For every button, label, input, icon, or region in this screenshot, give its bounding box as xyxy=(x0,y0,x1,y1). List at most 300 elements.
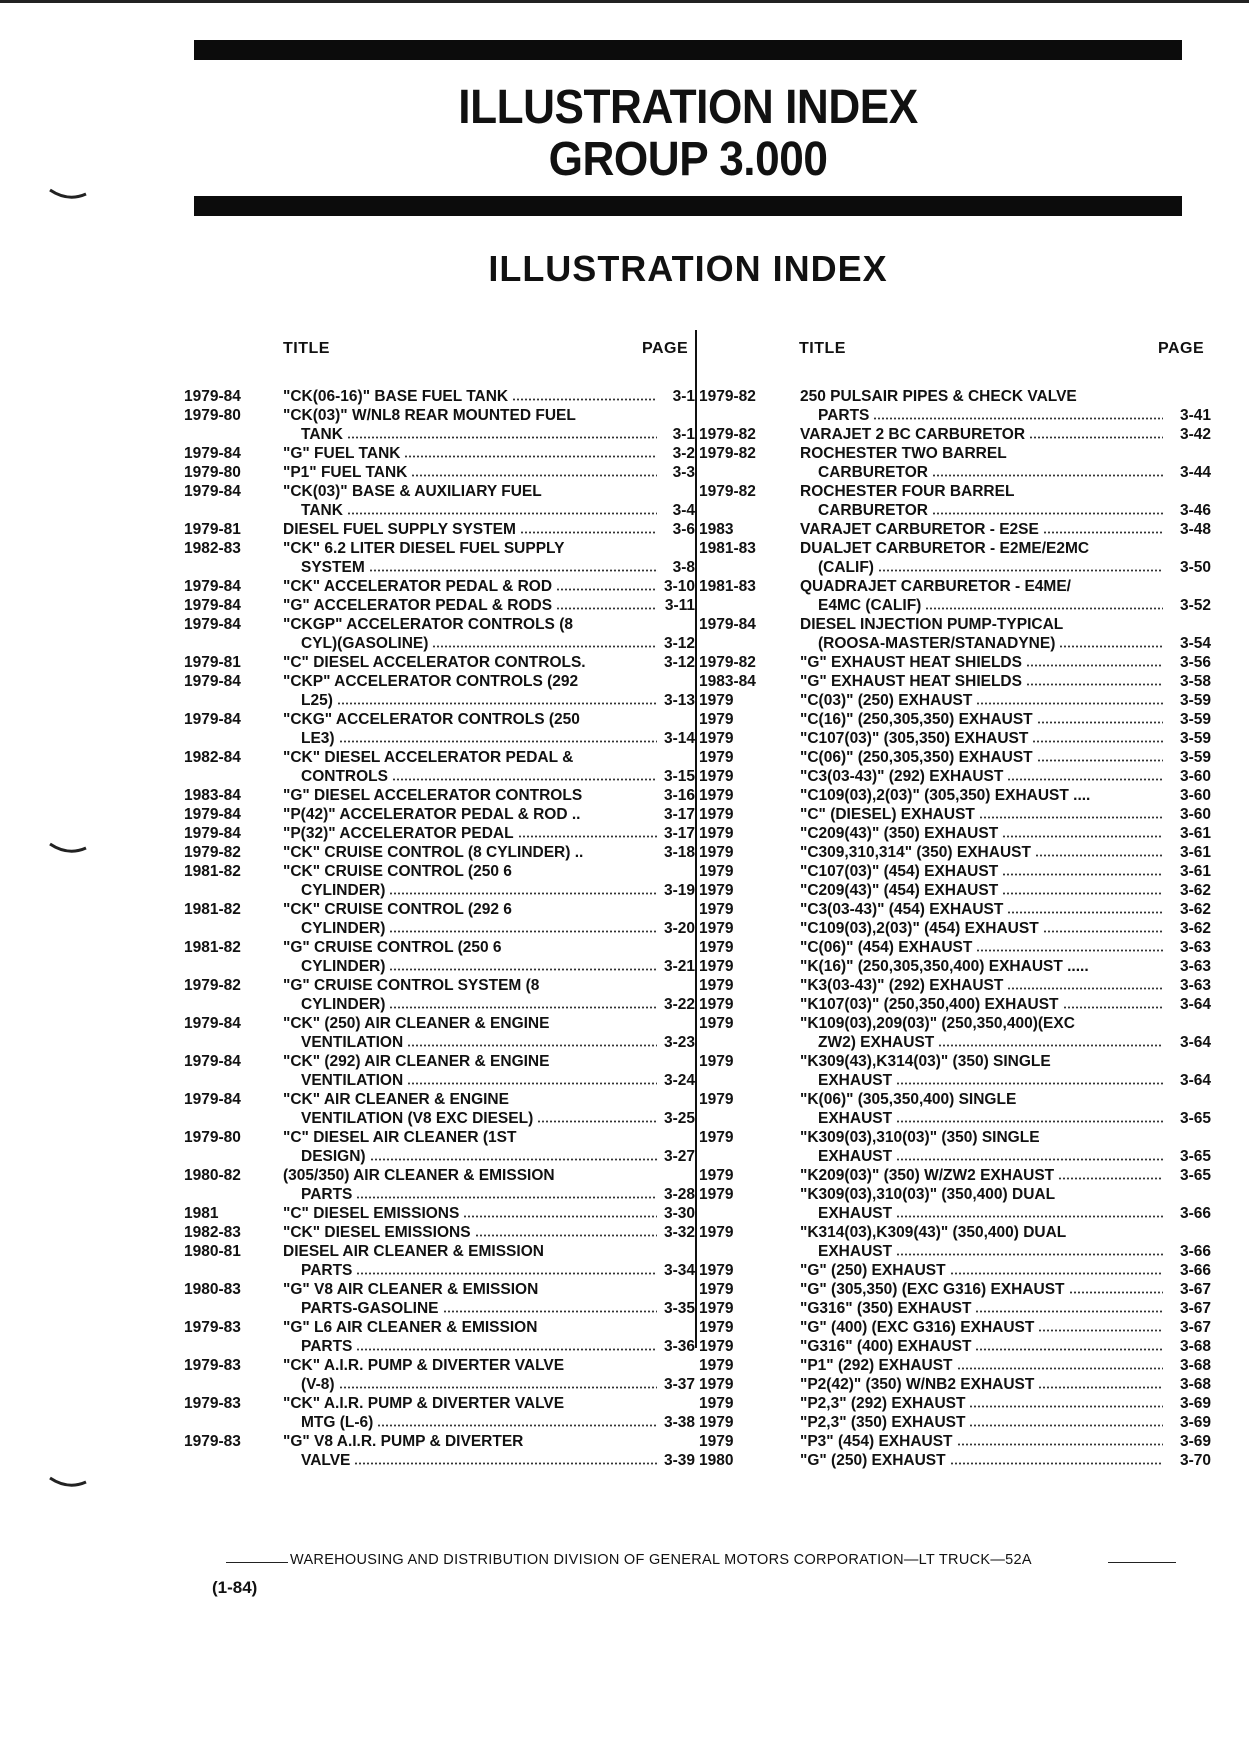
entry-page-number: 3-68 xyxy=(1179,1376,1211,1393)
entry-page-number: 3-59 xyxy=(1179,711,1211,728)
entry-year: 1979 xyxy=(699,863,734,880)
entry-title-line: CYL)(GASOLINE) xyxy=(301,635,429,652)
entry-title-line: "G" EXHAUST HEAT SHIELDS xyxy=(800,654,1022,671)
index-entry xyxy=(697,938,1211,957)
footer-rule-left xyxy=(226,1562,288,1563)
entry-title-line: "G316" (400) EXHAUST xyxy=(800,1338,972,1355)
binder-hole-mark-icon xyxy=(48,188,88,202)
entry-page-number: 3-14 xyxy=(663,730,695,747)
entry-title-line: "CK" AIR CLEANER & ENGINE xyxy=(283,1091,509,1108)
dot-leader xyxy=(1035,854,1163,857)
binder-hole-mark-icon xyxy=(48,1476,88,1490)
index-entry xyxy=(184,1204,695,1223)
index-entry xyxy=(697,786,1211,805)
dot-leader xyxy=(377,1424,657,1427)
entry-title-line: VALVE xyxy=(301,1452,351,1469)
entry-year: 1981-83 xyxy=(699,540,756,557)
entry-page-number: 3-64 xyxy=(1179,1072,1211,1089)
index-entry xyxy=(184,520,695,539)
index-entry xyxy=(697,1261,1211,1280)
entry-title-line: "CKG" ACCELERATOR CONTROLS (250 xyxy=(283,711,580,728)
entry-page-number: 3-59 xyxy=(1179,730,1211,747)
entry-title-line: "K309(03),310(03)" (350,400) DUAL xyxy=(800,1186,1056,1203)
entry-year: 1979-84 xyxy=(184,825,241,842)
index-entry xyxy=(697,1413,1211,1432)
entry-year: 1979 xyxy=(699,996,734,1013)
entry-title-line: PARTS xyxy=(818,407,870,424)
entry-page-number: 3-17 xyxy=(663,806,695,823)
index-entry xyxy=(184,1014,695,1052)
entry-year: 1981-82 xyxy=(184,939,241,956)
dot-leader xyxy=(1029,436,1163,439)
entry-title-line: "C107(03)" (454) EXHAUST xyxy=(800,863,999,880)
footer-rule-right xyxy=(1108,1562,1176,1563)
entry-page-number: 3-69 xyxy=(1179,1414,1211,1431)
entry-page-number: 3-19 xyxy=(663,882,695,899)
index-entry xyxy=(697,862,1211,881)
dot-leader xyxy=(537,1120,657,1123)
entry-title-line: EXHAUST xyxy=(818,1072,893,1089)
entry-year: 1979-82 xyxy=(699,445,756,462)
entry-title-line: (305/350) AIR CLEANER & EMISSION xyxy=(283,1167,555,1184)
entry-title-line: "G" DIESEL ACCELERATOR CONTROLS xyxy=(283,787,583,804)
entry-year: 1979 xyxy=(699,1395,734,1412)
entry-title-line: "C(06)" (250,305,350) EXHAUST xyxy=(800,749,1033,766)
entry-year: 1979 xyxy=(699,749,734,766)
dot-leader xyxy=(976,702,1163,705)
dot-leader xyxy=(518,835,657,838)
entry-title-line: DUALJET CARBURETOR - E2ME/E2MC xyxy=(800,540,1090,557)
entry-title-line: EXHAUST xyxy=(818,1243,893,1260)
entry-title-line: "C309,310,314" (350) EXHAUST xyxy=(800,844,1031,861)
entry-year: 1979 xyxy=(699,825,734,842)
entry-title-line: "C" DIESEL ACCELERATOR CONTROLS. xyxy=(283,654,586,671)
dot-leader xyxy=(389,930,657,933)
entry-year: 1979-84 xyxy=(184,388,241,405)
dot-leader xyxy=(475,1234,657,1237)
index-entry xyxy=(697,1432,1211,1451)
entry-year: 1979 xyxy=(699,768,734,785)
entry-page-number: 3-10 xyxy=(663,578,695,595)
entry-page-number: 3-24 xyxy=(663,1072,695,1089)
entry-year: 1979-84 xyxy=(184,711,241,728)
page-top-edge-line xyxy=(0,0,1249,3)
entry-title-line: PARTS xyxy=(301,1262,353,1279)
entry-year: 1979-84 xyxy=(184,616,241,633)
index-entry xyxy=(184,1223,695,1242)
entry-title-line: TANK xyxy=(301,426,343,443)
entry-page-number: 3-18 xyxy=(663,844,695,861)
dot-leader xyxy=(370,1158,657,1161)
dot-leader xyxy=(1059,645,1163,648)
entry-page-number: 3-66 xyxy=(1179,1262,1211,1279)
entry-title-line: "K3(03-43)" (292) EXHAUST xyxy=(800,977,1004,994)
index-entry xyxy=(184,1242,695,1280)
entry-page-number: 3-54 xyxy=(1179,635,1211,652)
entry-year: 1979-82 xyxy=(699,388,756,405)
dot-leader xyxy=(1026,664,1163,667)
entry-page-number: 3-70 xyxy=(1179,1452,1211,1469)
index-entry xyxy=(697,482,1211,520)
index-entry xyxy=(184,387,695,406)
entry-page-number: 3-34 xyxy=(663,1262,695,1279)
entry-page-number: 3-65 xyxy=(1179,1148,1211,1165)
entry-title-line: "K314(03),K309(43)" (350,400) DUAL xyxy=(800,1224,1067,1241)
entry-year: 1979 xyxy=(699,1224,734,1241)
entry-page-number: 3-60 xyxy=(1179,768,1211,785)
entry-page-number: 3-65 xyxy=(1179,1167,1211,1184)
index-entry xyxy=(697,1223,1211,1261)
index-entry xyxy=(697,615,1211,653)
right-index-column xyxy=(697,387,1211,1470)
dot-leader xyxy=(1037,721,1163,724)
entry-year: 1979-80 xyxy=(184,464,241,481)
entry-title-line: E4MC (CALIF) xyxy=(818,597,922,614)
entry-page-number: 3-64 xyxy=(1179,1034,1211,1051)
entry-year: 1981-82 xyxy=(184,901,241,918)
entry-title-line: "G" (250) EXHAUST xyxy=(800,1262,946,1279)
entry-title-line: "P(42)" ACCELERATOR PEDAL & ROD .. xyxy=(283,806,581,823)
dot-leader xyxy=(975,1310,1163,1313)
page-title-line-1: ILLUSTRATION INDEX xyxy=(458,81,918,134)
index-entry xyxy=(184,805,695,824)
entry-year: 1979-80 xyxy=(184,407,241,424)
entry-page-number: 3-6 xyxy=(672,521,695,538)
dot-leader xyxy=(1058,1177,1163,1180)
entry-page-number: 3-52 xyxy=(1179,597,1211,614)
index-entry xyxy=(184,482,695,520)
index-entry xyxy=(184,1432,695,1470)
entry-page-number: 3-48 xyxy=(1179,521,1211,538)
index-entry xyxy=(184,539,695,577)
index-entry xyxy=(697,539,1211,577)
dot-leader xyxy=(979,816,1163,819)
entry-title-line: "G" CRUISE CONTROL (250 6 xyxy=(283,939,502,956)
entry-title-line: DIESEL FUEL SUPPLY SYSTEM xyxy=(283,521,516,538)
entry-page-number: 3-69 xyxy=(1179,1433,1211,1450)
entry-page-number: 3-56 xyxy=(1179,654,1211,671)
dot-leader xyxy=(356,1348,657,1351)
entry-year: 1979 xyxy=(699,1376,734,1393)
entry-title-line: "G" (250) EXHAUST xyxy=(800,1452,946,1469)
dot-leader xyxy=(1038,1386,1163,1389)
entry-page-number: 3-32 xyxy=(663,1224,695,1241)
entry-year: 1980-83 xyxy=(184,1281,241,1298)
index-entry xyxy=(697,824,1211,843)
entry-title-line: "K(06)" (305,350,400) SINGLE xyxy=(800,1091,1017,1108)
index-entry xyxy=(697,900,1211,919)
dot-leader xyxy=(339,740,657,743)
dot-leader xyxy=(1063,1006,1163,1009)
entry-page-number: 3-16 xyxy=(663,787,695,804)
entry-title-line: VENTILATION xyxy=(301,1072,404,1089)
entry-page-number: 3-67 xyxy=(1179,1281,1211,1298)
entry-title-line: VARAJET 2 BC CARBURETOR xyxy=(800,426,1026,443)
entry-title-line: "C209(43)" (454) EXHAUST xyxy=(800,882,999,899)
index-entry xyxy=(184,1128,695,1166)
entry-title-line: "C" DIESEL EMISSIONS xyxy=(283,1205,460,1222)
entry-year: 1979 xyxy=(699,1129,734,1146)
entry-page-number: 3-13 xyxy=(663,692,695,709)
index-entry xyxy=(184,710,695,748)
entry-page-number: 3-62 xyxy=(1179,882,1211,899)
dot-leader xyxy=(432,645,657,648)
entry-page-number: 3-1 xyxy=(672,426,695,443)
index-entry xyxy=(184,1052,695,1090)
entry-title-line: EXHAUST xyxy=(818,1205,893,1222)
entry-title-line: "K(16)" (250,305,350,400) EXHAUST ..... xyxy=(800,958,1089,975)
left-page-header: PAGE xyxy=(642,340,689,357)
index-entry xyxy=(697,1280,1211,1299)
dot-leader xyxy=(976,949,1163,952)
entry-page-number: 3-50 xyxy=(1179,559,1211,576)
entry-year: 1979-82 xyxy=(699,426,756,443)
entry-page-number: 3-8 xyxy=(672,559,695,576)
entry-year: 1981-83 xyxy=(699,578,756,595)
index-entry xyxy=(697,1299,1211,1318)
entry-page-number: 3-62 xyxy=(1179,901,1211,918)
dot-leader xyxy=(957,1443,1163,1446)
entry-page-number: 3-4 xyxy=(672,502,695,519)
entry-year: 1983-84 xyxy=(184,787,241,804)
entry-title-line: ROCHESTER TWO BARREL xyxy=(800,445,1007,462)
entry-page-number: 3-22 xyxy=(663,996,695,1013)
entry-page-number: 3-1 xyxy=(672,388,695,405)
entry-title-line: "C(16)" (250,305,350) EXHAUST xyxy=(800,711,1033,728)
entry-title-line: "C" DIESEL AIR CLEANER (1ST xyxy=(283,1129,517,1146)
dot-leader xyxy=(356,1272,657,1275)
entry-page-number: 3-35 xyxy=(663,1300,695,1317)
entry-title-line: "C3(03-43)" (292) EXHAUST xyxy=(800,768,1004,785)
entry-year: 1979 xyxy=(699,901,734,918)
entry-year: 1979-81 xyxy=(184,521,241,538)
entry-title-line: "CK" CRUISE CONTROL (250 6 xyxy=(283,863,512,880)
dot-leader xyxy=(873,417,1163,420)
dot-leader xyxy=(463,1215,657,1218)
index-entry xyxy=(184,1394,695,1432)
entry-year: 1979-84 xyxy=(184,1053,241,1070)
entry-title-line: (V-8) xyxy=(301,1376,335,1393)
entry-title-line: "K209(03)" (350) W/ZW2 EXHAUST xyxy=(800,1167,1055,1184)
entry-title-line: "P2,3" (350) EXHAUST xyxy=(800,1414,966,1431)
right-page-header: PAGE xyxy=(1158,340,1205,357)
left-title-header: TITLE xyxy=(283,340,330,357)
entry-year: 1979-83 xyxy=(184,1319,241,1336)
header-bottom-bar xyxy=(194,196,1182,216)
entry-year: 1979 xyxy=(699,1357,734,1374)
entry-title-line: "CK" A.I.R. PUMP & DIVERTER VALVE xyxy=(283,1357,565,1374)
dot-leader xyxy=(932,474,1163,477)
entry-year: 1979 xyxy=(699,711,734,728)
entry-page-number: 3-67 xyxy=(1179,1300,1211,1317)
index-entry xyxy=(184,900,695,938)
entry-title-line: EXHAUST xyxy=(818,1148,893,1165)
entry-title-line: DIESEL AIR CLEANER & EMISSION xyxy=(283,1243,544,1260)
entry-title-line: "G" V8 AIR CLEANER & EMISSION xyxy=(283,1281,539,1298)
entry-title-line: "CK(03)" W/NL8 REAR MOUNTED FUEL xyxy=(283,407,576,424)
index-entry xyxy=(697,1356,1211,1375)
entry-page-number: 3-3 xyxy=(672,464,695,481)
index-entry xyxy=(697,1090,1211,1128)
entry-year: 1979-82 xyxy=(699,654,756,671)
entry-year: 1979-84 xyxy=(184,483,241,500)
entry-page-number: 3-38 xyxy=(663,1414,695,1431)
index-entry xyxy=(184,653,695,672)
entry-year: 1979-84 xyxy=(184,1015,241,1032)
entry-year: 1979-84 xyxy=(184,578,241,595)
index-entry xyxy=(697,577,1211,615)
entry-page-number: 3-58 xyxy=(1179,673,1211,690)
entry-title-line: "CK(06-16)" BASE FUEL TANK xyxy=(283,388,509,405)
index-entry xyxy=(184,1318,695,1356)
entry-title-line: "CK" DIESEL ACCELERATOR PEDAL & xyxy=(283,749,574,766)
dot-leader xyxy=(1002,892,1163,895)
dot-leader xyxy=(389,892,657,895)
entry-year: 1979 xyxy=(699,882,734,899)
entry-title-line: CYLINDER) xyxy=(301,996,386,1013)
entry-page-number: 3-28 xyxy=(663,1186,695,1203)
dot-leader xyxy=(337,702,657,705)
index-entry xyxy=(697,805,1211,824)
entry-page-number: 3-69 xyxy=(1179,1395,1211,1412)
index-entry xyxy=(697,1052,1211,1090)
entry-year: 1979-80 xyxy=(184,1129,241,1146)
entry-page-number: 3-63 xyxy=(1179,977,1211,994)
entry-page-number: 3-65 xyxy=(1179,1110,1211,1127)
dot-leader xyxy=(896,1082,1163,1085)
index-entry xyxy=(697,520,1211,539)
index-entry xyxy=(697,748,1211,767)
dot-leader xyxy=(1007,987,1163,990)
index-subtitle: ILLUSTRATION INDEX xyxy=(488,248,888,289)
entry-year: 1979 xyxy=(699,920,734,937)
entry-year: 1979 xyxy=(699,1053,734,1070)
entry-title-line: VENTILATION (V8 EXC DIESEL) xyxy=(301,1110,534,1127)
entry-title-line: LE3) xyxy=(301,730,335,747)
entry-page-number: 3-12 xyxy=(663,635,695,652)
entry-page-number: 3-44 xyxy=(1179,464,1211,481)
dot-leader xyxy=(443,1310,658,1313)
entry-title-line: "CK" (292) AIR CLEANER & ENGINE xyxy=(283,1053,550,1070)
entry-title-line: "G" L6 AIR CLEANER & EMISSION xyxy=(283,1319,538,1336)
left-index-column xyxy=(184,387,695,1470)
entry-year: 1979-83 xyxy=(184,1357,241,1374)
dot-leader xyxy=(957,1367,1163,1370)
dot-leader xyxy=(411,474,657,477)
entry-title-line: CYLINDER) xyxy=(301,958,386,975)
entry-title-line: "C(06)" (454) EXHAUST xyxy=(800,939,973,956)
entry-year: 1979 xyxy=(699,730,734,747)
index-entry xyxy=(184,444,695,463)
entry-year: 1979 xyxy=(699,1319,734,1336)
entry-title-line: DIESEL INJECTION PUMP-TYPICAL xyxy=(800,616,1064,633)
dot-leader xyxy=(896,1158,1163,1161)
entry-year: 1979 xyxy=(699,1433,734,1450)
entry-page-number: 3-63 xyxy=(1179,939,1211,956)
entry-title-line: CYLINDER) xyxy=(301,882,386,899)
entry-year: 1979 xyxy=(699,1091,734,1108)
entry-title-line: ROCHESTER FOUR BARREL xyxy=(800,483,1015,500)
dot-leader xyxy=(389,1006,657,1009)
entry-title-line: "C" (DIESEL) EXHAUST xyxy=(800,806,975,823)
index-entry xyxy=(184,976,695,1014)
entry-year: 1982-83 xyxy=(184,1224,241,1241)
entry-year: 1979 xyxy=(699,1167,734,1184)
entry-title-line: "C109(03),2(03)" (454) EXHAUST xyxy=(800,920,1039,937)
entry-year: 1979 xyxy=(699,939,734,956)
entry-page-number: 3-61 xyxy=(1179,825,1211,842)
dot-leader xyxy=(896,1253,1163,1256)
entry-page-number: 3-68 xyxy=(1179,1338,1211,1355)
entry-year: 1979-83 xyxy=(184,1395,241,1412)
dot-leader xyxy=(975,1348,1163,1351)
entry-title-line: "CK" CRUISE CONTROL (8 CYLINDER) .. xyxy=(283,844,584,861)
index-entry xyxy=(697,1337,1211,1356)
entry-title-line: "CK" ACCELERATOR PEDAL & ROD xyxy=(283,578,553,595)
entry-year: 1979-84 xyxy=(184,597,241,614)
entry-year: 1979-84 xyxy=(184,445,241,462)
entry-year: 1982-83 xyxy=(184,540,241,557)
entry-title-line: "P1" (292) EXHAUST xyxy=(800,1357,953,1374)
entry-page-number: 3-30 xyxy=(663,1205,695,1222)
entry-year: 1982-84 xyxy=(184,749,241,766)
dot-leader xyxy=(389,968,657,971)
dot-leader xyxy=(404,455,657,458)
index-entry xyxy=(697,1166,1211,1185)
dot-leader xyxy=(1007,911,1163,914)
entry-year: 1980-81 xyxy=(184,1243,241,1260)
entry-title-line: "CKP" ACCELERATOR CONTROLS (292 xyxy=(283,673,579,690)
entry-title-line: "G" CRUISE CONTROL SYSTEM (8 xyxy=(283,977,540,994)
entry-page-number: 3-39 xyxy=(663,1452,695,1469)
footer-date-code: (1-84) xyxy=(212,1578,258,1597)
dot-leader xyxy=(347,512,657,515)
dot-leader xyxy=(932,512,1163,515)
entry-title-line: "CK" A.I.R. PUMP & DIVERTER VALVE xyxy=(283,1395,565,1412)
entry-title-line: "K309(03),310(03)" (350) SINGLE xyxy=(800,1129,1040,1146)
dot-leader xyxy=(925,607,1163,610)
index-entry xyxy=(697,881,1211,900)
index-entry xyxy=(697,425,1211,444)
entry-title-line: "CK" (250) AIR CLEANER & ENGINE xyxy=(283,1015,550,1032)
entry-page-number: 3-66 xyxy=(1179,1205,1211,1222)
dot-leader xyxy=(969,1424,1163,1427)
index-entry xyxy=(184,615,695,653)
binder-hole-mark-icon xyxy=(48,842,88,856)
index-entry xyxy=(184,463,695,482)
entry-page-number: 3-60 xyxy=(1179,806,1211,823)
entry-page-number: 3-64 xyxy=(1179,996,1211,1013)
entry-year: 1981 xyxy=(184,1205,219,1222)
index-entry xyxy=(697,444,1211,482)
entry-title-line: "G" V8 A.I.R. PUMP & DIVERTER xyxy=(283,1433,524,1450)
entry-year: 1979 xyxy=(699,958,734,975)
entry-page-number: 3-68 xyxy=(1179,1357,1211,1374)
index-entry xyxy=(184,843,695,862)
entry-page-number: 3-25 xyxy=(663,1110,695,1127)
entry-page-number: 3-61 xyxy=(1179,863,1211,880)
index-entry xyxy=(697,1375,1211,1394)
header-top-bar xyxy=(194,40,1182,60)
entry-year: 1979 xyxy=(699,1262,734,1279)
index-entry xyxy=(697,767,1211,786)
entry-page-number: 3-36 xyxy=(663,1338,695,1355)
dot-leader xyxy=(1043,531,1163,534)
index-entry xyxy=(184,824,695,843)
dot-leader xyxy=(878,569,1163,572)
dot-leader xyxy=(896,1120,1163,1123)
entry-year: 1979-84 xyxy=(184,1091,241,1108)
